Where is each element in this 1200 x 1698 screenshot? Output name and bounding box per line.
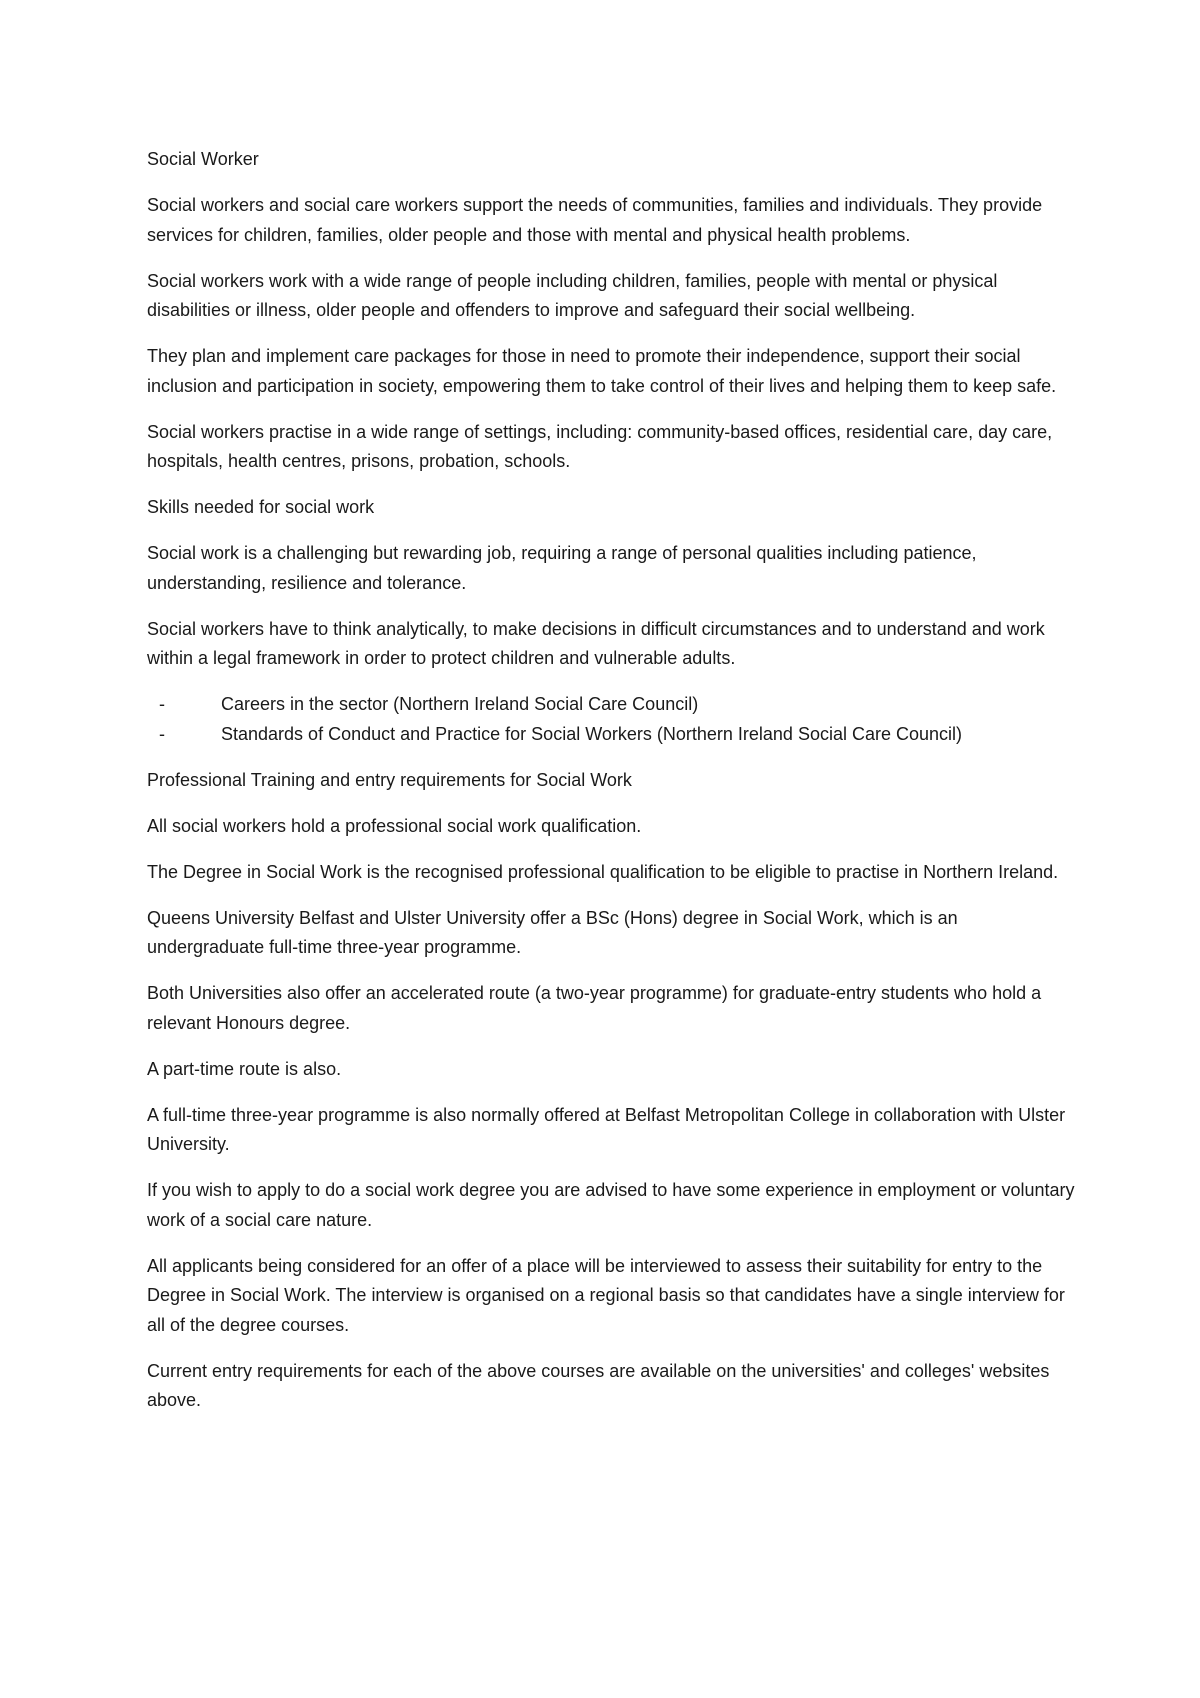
training-paragraph-5: A part-time route is also. (147, 1058, 342, 1079)
list-item (147, 720, 1077, 750)
training-paragraph-8: All applicants being considered for an offer of a place will be interviewed to assess their suitability for entry to the Degree in Social Work. The interview is organised on a regional basis so that candidates have a single interview for all of the degree courses. (147, 1255, 1065, 1335)
training-paragraph-1: All social workers hold a professional social work qualification. (147, 815, 642, 836)
intro-paragraph-1: Social workers and social care workers support the needs of communities, families and individuals. They provide services for children, families, older people and those with mental and physical health problems. (147, 195, 1043, 245)
training-paragraph-2: The Degree in Social Work is the recognised professional qualification to be eligible to practise in Northern Ireland. (147, 861, 1059, 882)
skills-heading: Skills needed for social work (147, 497, 375, 517)
skills-paragraph-1: Social work is a challenging but rewarding job, requiring a range of personal qualities including patience, understanding, resilience and tolerance. (147, 543, 977, 593)
training-paragraph-6: A full-time three-year programme is also normally offered at Belfast Metropolitan College in collaboration with Ulster University. (147, 1104, 1066, 1154)
resource-link-standards: Standards of Conduct and Practice for Social Workers (Northern Ireland Social Care Council) (221, 723, 963, 744)
training-heading: Professional Training and entry requirements for Social Work (147, 769, 632, 790)
intro-paragraph-3: They plan and implement care packages for those in need to promote their independence, support their social inclusion and participation in society, empowering them to take control of their lives and helping them to keep safe. (147, 346, 1057, 396)
list-item (147, 690, 1077, 720)
intro-paragraph-4: Social workers practise in a wide range of settings, including: community-based offices, residential care, day care, hospitals, health centres, prisons, probation, schools. (147, 421, 1053, 471)
list-marker: - (159, 723, 165, 744)
training-paragraph-9: Current entry requirements for each of the above courses are available on the universities' and colleges' websites above. (147, 1360, 1050, 1410)
training-paragraph-3: Queens University Belfast and Ulster University offer a BSc (Hons) degree in Social Work, which is an undergraduate full-time three-year programme. (147, 907, 958, 957)
skills-paragraph-2: Social workers have to think analytically, to make decisions in difficult circumstances and to understand and work within a legal framework in order to protect children and vulnerable adults. (147, 618, 1045, 668)
list-marker: - (159, 694, 165, 714)
training-paragraph-4: Both Universities also offer an accelerated route (a two-year programme) for graduate-entry students who hold a relevant Honours degree. (147, 983, 1042, 1033)
intro-paragraph-2: Social workers work with a wide range of people including children, families, people with mental or physical disabilities or illness, older people and offenders to improve and safeguard their social wellbeing. (147, 270, 998, 320)
resource-list (147, 690, 1077, 749)
resource-link-careers: Careers in the sector (Northern Ireland Social Care Council) (221, 694, 699, 714)
training-paragraph-7: If you wish to apply to do a social work degree you are advised to have some experience in employment or voluntary work of a social care nature. (147, 1180, 1075, 1230)
document-title: Social Worker (147, 149, 259, 169)
document-body (147, 145, 1077, 1432)
